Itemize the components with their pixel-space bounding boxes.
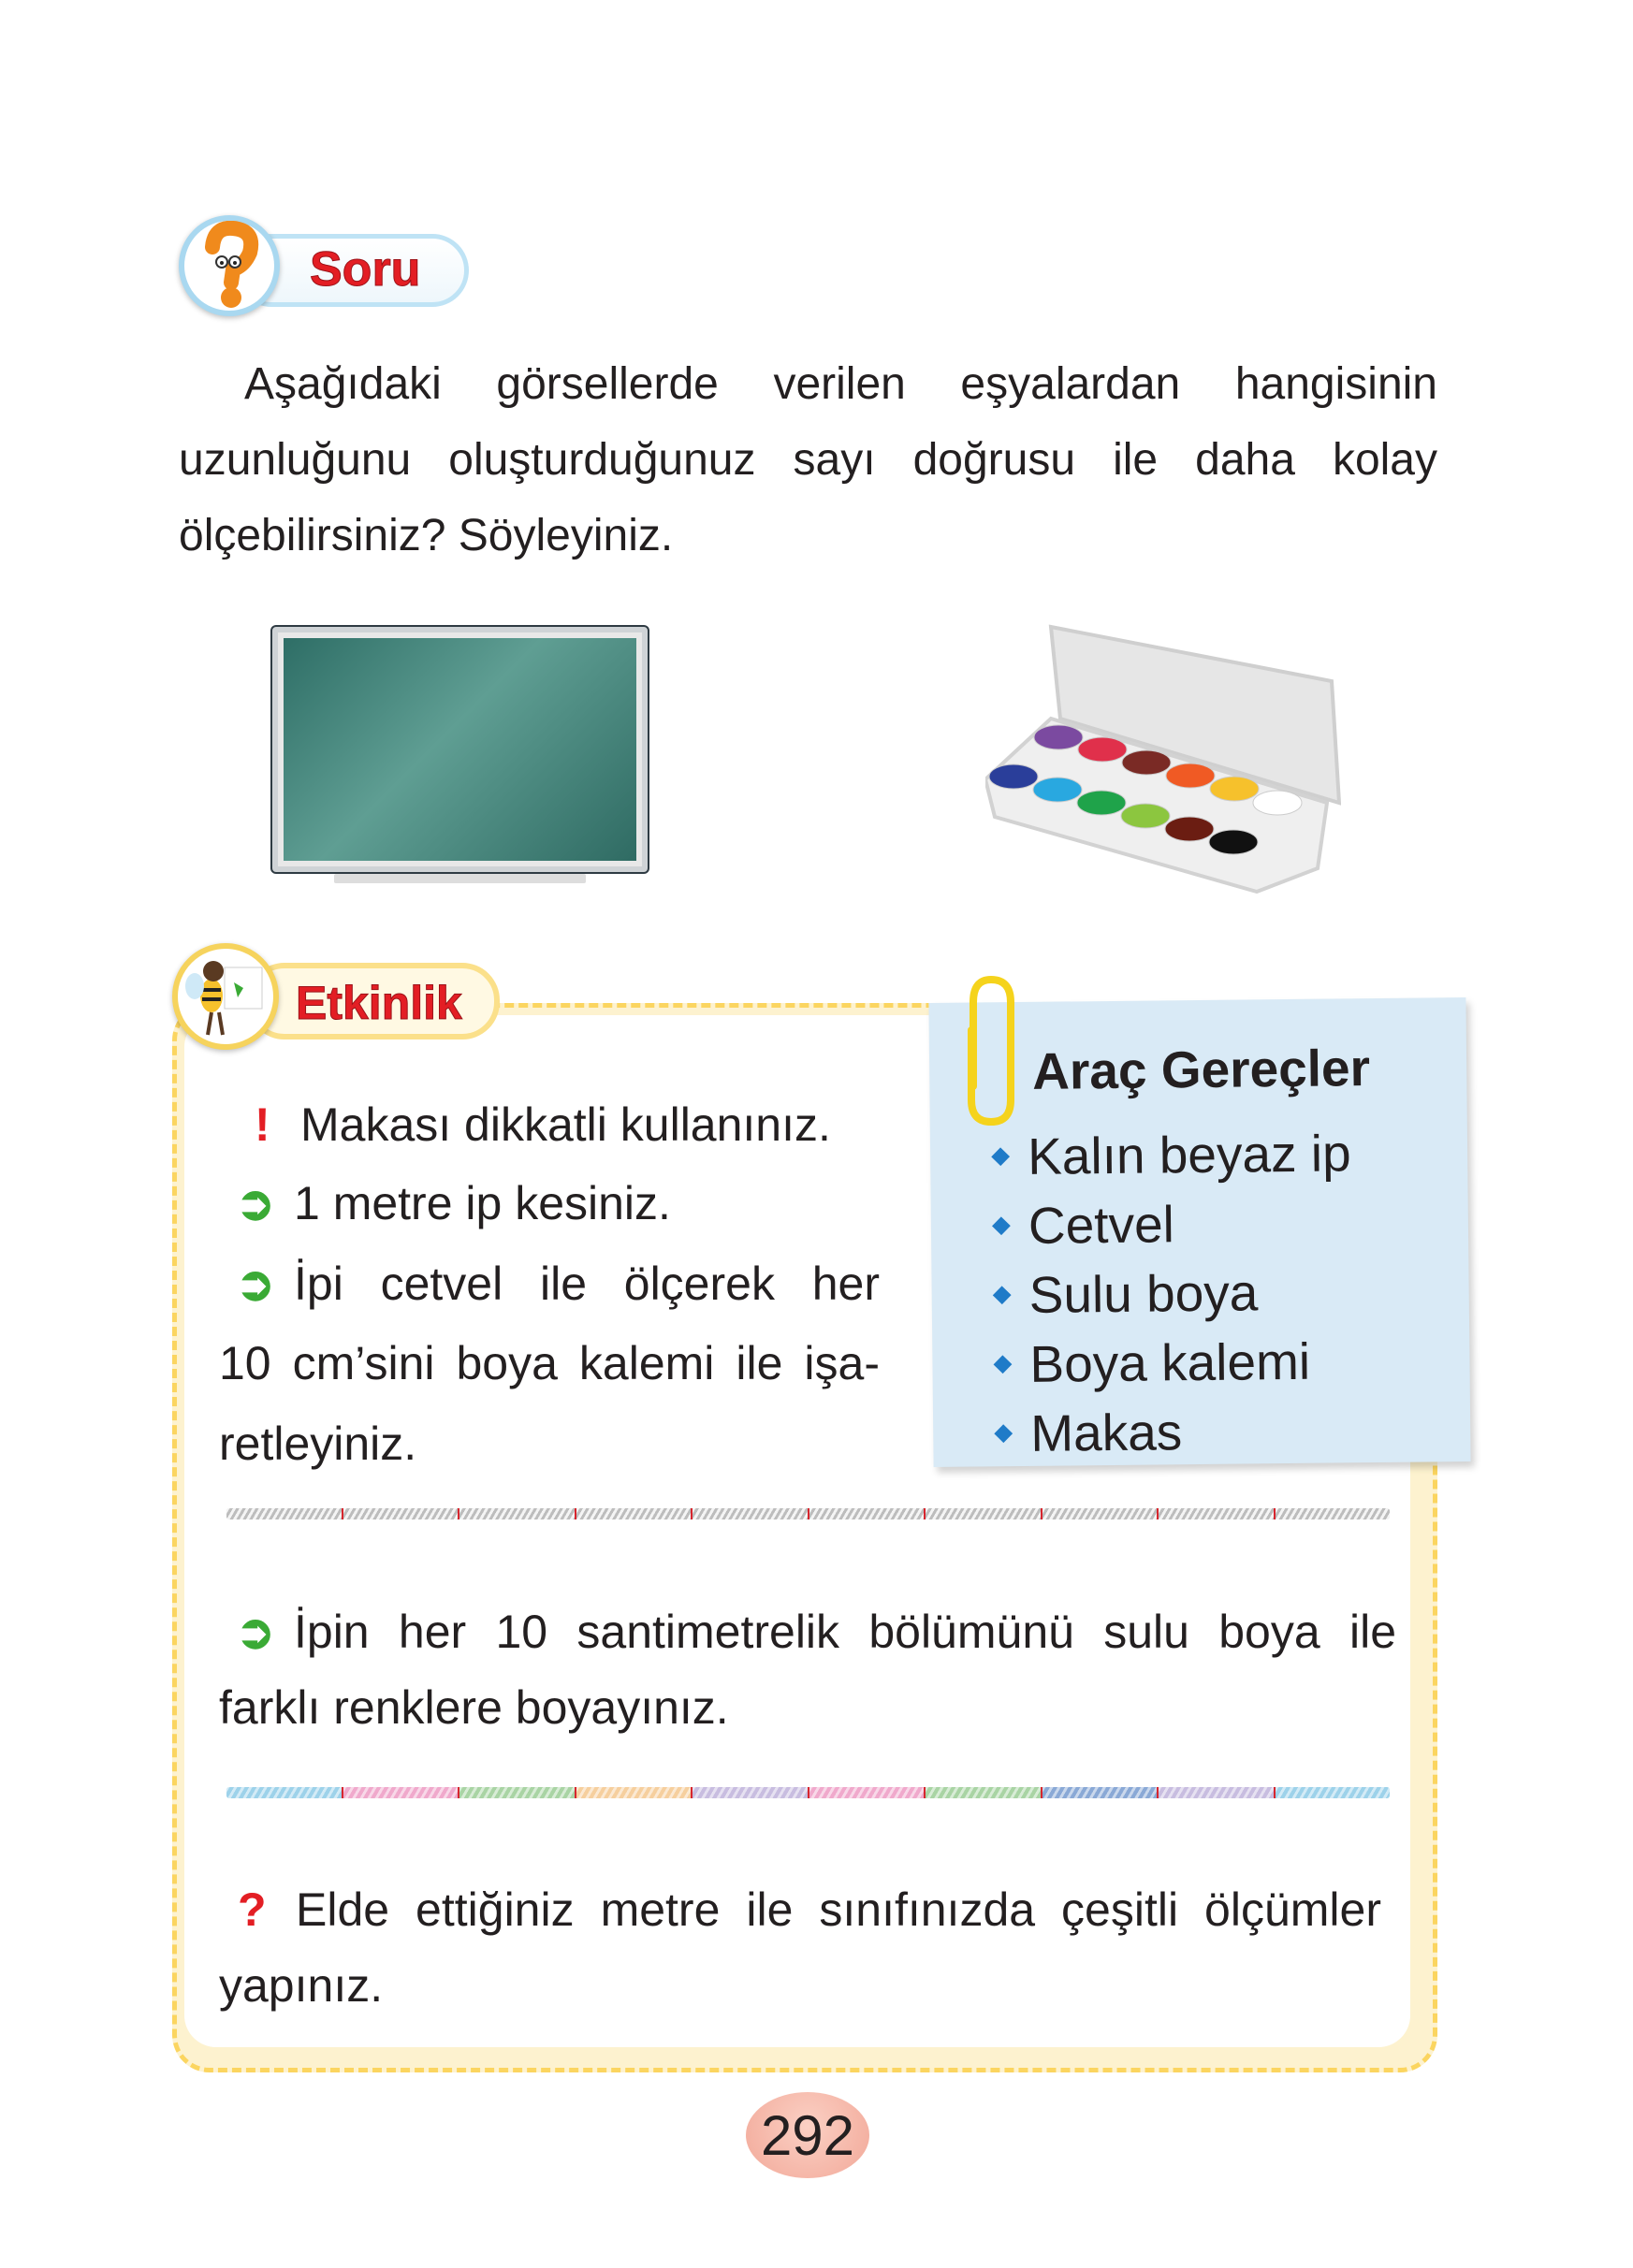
etkinlik-badge: [172, 938, 509, 1053]
paint-pan: [1078, 737, 1127, 762]
step-3-line-1: [236, 1592, 1396, 1672]
materials-item-label: Kalın beyaz ip: [1027, 1124, 1351, 1185]
painted-rope-segment: [809, 1787, 926, 1798]
bullet-diamond-icon: [994, 1424, 1013, 1443]
rope-segment: [1276, 1508, 1391, 1519]
bee-painter-icon: [172, 943, 279, 1050]
soru-badge: [179, 215, 478, 322]
rope-segment: [693, 1508, 809, 1519]
rope-segment: [226, 1508, 343, 1519]
paperclip-icon: [960, 974, 1022, 1133]
soru-label: Soru: [310, 242, 421, 297]
final-text: Elde ettiğiniz metre ile sınıfınızda çeşitli ölçümler: [296, 1883, 1381, 1936]
final-line-2: yapınız.: [219, 1959, 384, 2012]
painted-rope-segment: [459, 1787, 576, 1798]
step-2-line-3: retleyiniz.: [219, 1418, 417, 1470]
rope-segment: [1042, 1508, 1159, 1519]
paint-pan: [1033, 778, 1082, 802]
watercolor-palette-image: [985, 616, 1341, 896]
step-2-text: İpi cetvel ile ölçerek her: [294, 1258, 880, 1310]
page-number: [746, 2092, 869, 2178]
marked-rope: [226, 1508, 1390, 1519]
paint-pan: [1165, 817, 1214, 841]
painted-rope-segment: [926, 1787, 1042, 1798]
rope-segment: [343, 1508, 460, 1519]
step-1: [236, 1163, 671, 1243]
paint-pan: [989, 764, 1038, 789]
painted-rope-segment: [576, 1787, 693, 1798]
materials-item: [989, 1395, 1354, 1468]
paint-pan: [1209, 830, 1258, 854]
step-3-line-2: farklı renklere boyayınız.: [219, 1681, 729, 1734]
question-mark-icon: ?: [238, 1883, 267, 1936]
step-2-line-2: 10 cm’sini boya kalemi ile işa-: [219, 1337, 880, 1389]
arrow-icon: ➲: [236, 1177, 275, 1229]
materials-item-label: Sulu boya: [1028, 1263, 1259, 1324]
rope-segment: [459, 1508, 576, 1519]
etkinlik-label: Etkinlik: [296, 977, 462, 1029]
bullet-diamond-icon: [991, 1147, 1010, 1166]
warning-line: [255, 1084, 831, 1165]
paint-pan: [1166, 763, 1215, 788]
materials-item-label: Boya kalemi: [1029, 1331, 1311, 1393]
materials-item: [988, 1326, 1353, 1399]
step-1-text: 1 metre ip kesiniz.: [294, 1177, 671, 1229]
materials-item: [987, 1257, 1352, 1330]
step-2-line-1: [236, 1243, 880, 1324]
paint-pan: [1210, 777, 1259, 801]
bullet-diamond-icon: [992, 1216, 1011, 1235]
rope-segment: [926, 1508, 1042, 1519]
materials-item: [987, 1187, 1352, 1260]
materials-item-label: Makas: [1029, 1403, 1183, 1462]
painted-rope: [226, 1787, 1390, 1798]
painted-rope-segment: [1276, 1787, 1391, 1798]
materials-title: Araç Gereçler: [1031, 1039, 1371, 1100]
paint-pan: [1121, 804, 1170, 828]
paint-pan: [1253, 791, 1302, 815]
paint-pan: [1034, 725, 1083, 749]
materials-item-label: Cetvel: [1028, 1195, 1175, 1255]
materials-list: [986, 1118, 1354, 1468]
rope-segment: [576, 1508, 693, 1519]
arrow-icon: ➲: [236, 1258, 275, 1310]
materials-item: [986, 1118, 1351, 1191]
question-text: [179, 346, 1437, 574]
final-line-1: [238, 1869, 1381, 1950]
question-body: Aşağıdaki görsellerde verilen eşyalardan hangisinin uzunluğunu oluşturduğunuz sayı doğrusu ile daha kolay ölçebilirsiniz? Söyleyiniz.: [179, 359, 1437, 560]
warning-text: Makası dikkatli kullanınız.: [300, 1098, 831, 1151]
step-3-text: İpin her 10 santimetrelik bölümünü sulu boya ile: [294, 1606, 1396, 1658]
arrow-icon: ➲: [236, 1606, 275, 1658]
question-mascot-icon: [179, 215, 280, 316]
bullet-diamond-icon: [994, 1355, 1013, 1374]
rope-segment: [809, 1508, 926, 1519]
painted-rope-segment: [1159, 1787, 1276, 1798]
painted-rope-segment: [226, 1787, 343, 1798]
rope-segment: [1159, 1508, 1276, 1519]
paint-pan: [1077, 791, 1126, 815]
painted-rope-segment: [1042, 1787, 1159, 1798]
warning-icon: !: [255, 1098, 270, 1151]
paint-pan: [1122, 750, 1171, 775]
bullet-diamond-icon: [993, 1286, 1012, 1304]
painted-rope-segment: [343, 1787, 460, 1798]
painted-rope-segment: [693, 1787, 809, 1798]
chalkboard-image: [272, 627, 648, 872]
page-number-text: 292: [760, 2103, 855, 2167]
